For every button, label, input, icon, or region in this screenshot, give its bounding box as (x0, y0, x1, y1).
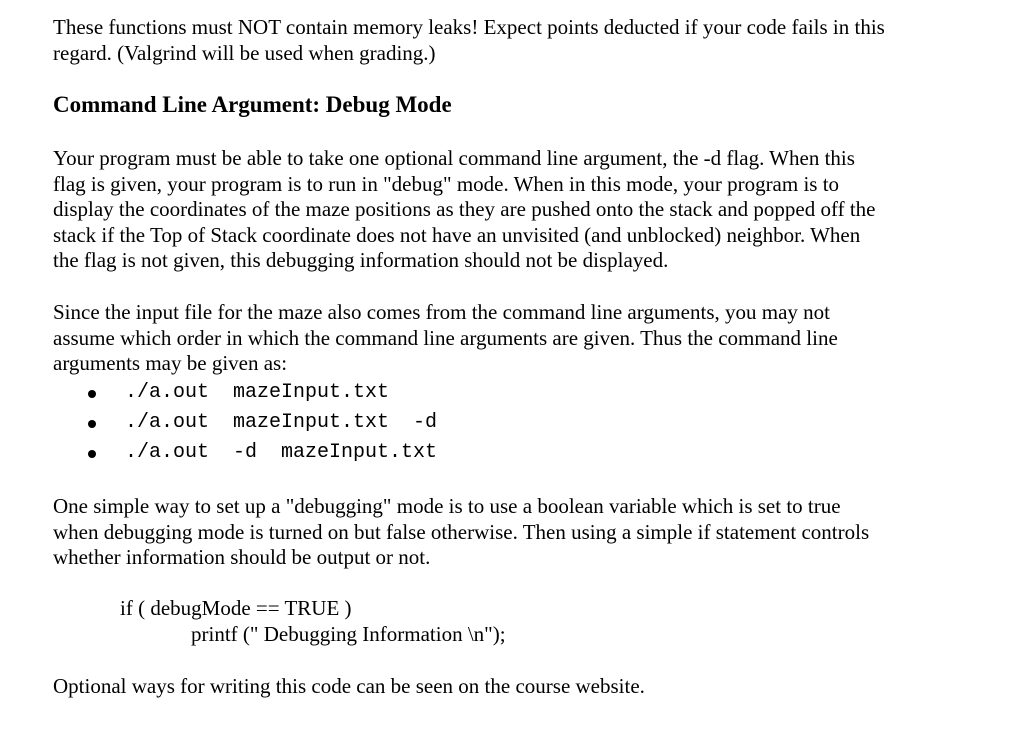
intro-line-2: regard. (Valgrind will be used when grading.) (53, 40, 436, 65)
command-examples-list (53, 379, 438, 469)
para3-line-3: whether information should be output or not. (53, 545, 431, 569)
para2-line-3: arguments may be given as: (53, 351, 288, 375)
para1-line-4: stack if the Top of Stack coordinate does not have an unvisited (and unblocked) neighbor. When (53, 222, 861, 247)
command-example: ./a.out mazeInput.txt -d (125, 411, 438, 434)
para1-line-2: flag is given, your program is to run in "debug" mode. When in this mode, your program is to (53, 171, 840, 196)
command-example: ./a.out -d mazeInput.txt (125, 441, 438, 464)
para1-line-5: the flag is not given, this debugging information should not be displayed. (53, 248, 669, 272)
list-item (53, 379, 390, 409)
code-line-1: if ( debugMode == TRUE ) (120, 596, 352, 620)
para3-line-1: One simple way to set up a "debugging" mode is to use a boolean variable which is set to true (53, 494, 841, 518)
para3-line-2: when debugging mode is turned on but false otherwise. Then using a simple if statement controls (53, 519, 870, 544)
section-heading: Command Line Argument: Debug Mode (53, 92, 452, 117)
bullet-icon (88, 420, 96, 428)
para1-line-3: display the coordinates of the maze positions as they are pushed onto the stack and popped off the (53, 197, 876, 221)
bullet-icon (88, 450, 96, 458)
intro-paragraph (53, 15, 973, 66)
argument-order-paragraph (53, 300, 973, 377)
para1-line-1: Your program must be able to take one optional command line argument, the -d flag. When this (53, 146, 855, 170)
debugging-explanation-paragraph (53, 494, 973, 571)
bullet-icon (88, 390, 96, 398)
para2-line-1: Since the input file for the maze also comes from the command line arguments, you may not (53, 300, 830, 324)
command-example: ./a.out mazeInput.txt (125, 381, 390, 404)
intro-line-1: These functions must NOT contain memory leaks! Expect points deducted if your code fails in this (53, 15, 885, 39)
list-item (53, 409, 438, 439)
closing-paragraph: Optional ways for writing this code can be seen on the course website. (53, 674, 645, 698)
para2-line-2: assume which order in which the command line arguments are given. Thus the command line (53, 325, 838, 350)
code-line-2: printf (" Debugging Information \n"); (191, 622, 506, 646)
list-item (53, 439, 438, 469)
debug-mode-paragraph (53, 146, 973, 274)
